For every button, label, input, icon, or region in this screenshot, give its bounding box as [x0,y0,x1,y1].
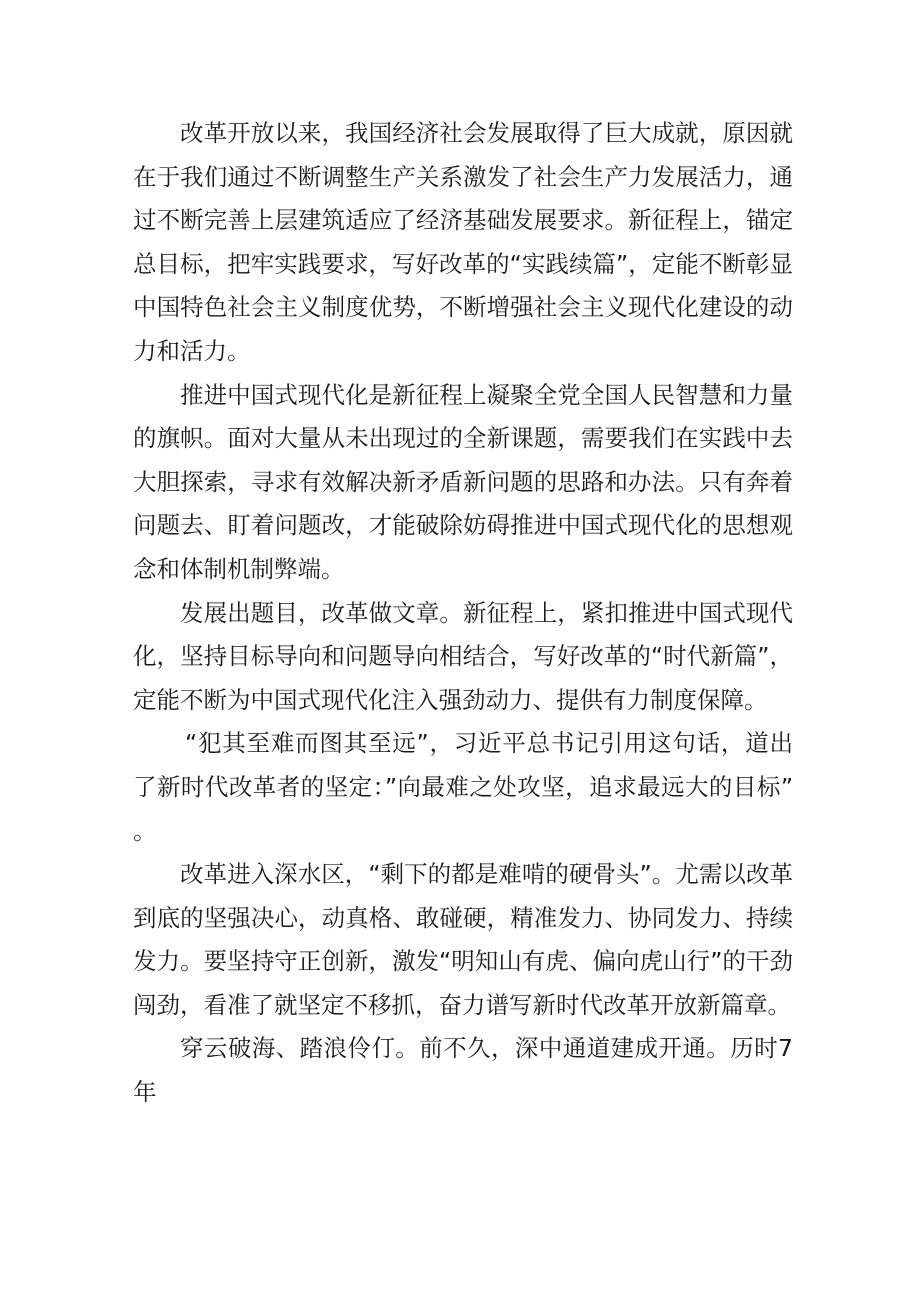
paragraph-6: 穿云破海、踏浪伶仃。前不久，深中通道建成开通。历时7年 [133,1034,793,1107]
paragraph-3: 发展出题目，改革做文章。新征程上，紧扣推进中国式现代化，坚持目标导向和问题导向相结合，写好改革的“时代新篇”，定能不断为中国式现代化注入强劲动力、提供有力制度保障。 [133,598,793,714]
paragraph-1: 改革开放以来，我国经济社会发展取得了巨大成就，原因就在于我们通过不断调整生产关系激发了社会生产力发展活力，通过不断完善上层建筑适应了经济基础发展要求。新征程上，锚定总目标，把牢实践要求，写好改革的“实践续篇”，定能不断彰显中国特色社会主义制度优势，不断增强社会主义现代化建设的动力和活力。 [133,119,793,365]
paragraph-2: 推进中国式现代化是新征程上凝聚全党全国人民智慧和力量的旗帜。面对大量从未出现过的全新课题，需要我们在实践中去大胆探索，寻求有效解决新矛盾新问题的思路和办法。只有奔着问题去、盯着问题改，才能破除妨碍推进中国式现代化的思想观念和体制机制弊端。 [133,380,793,583]
document-body [133,112,793,1115]
paragraph-5: 改革进入深水区，“剩下的都是难啃的硬骨头”。尤需以改革到底的坚强决心，动真格、敢碰硬，精准发力、协同发力、持续发力。要坚持守正创新，激发“明知山有虎、偏向虎山行”的干劲闯劲，看准了就坚定不移抓，奋力谱写新时代改革开放新篇章。 [133,860,793,1019]
paragraph-4: “犯其至难而图其至远”，习近平总书记引用这句话，道出了新时代改革者的坚定：”向最难之处攻坚，追求最远大的目标”。 [133,729,793,845]
